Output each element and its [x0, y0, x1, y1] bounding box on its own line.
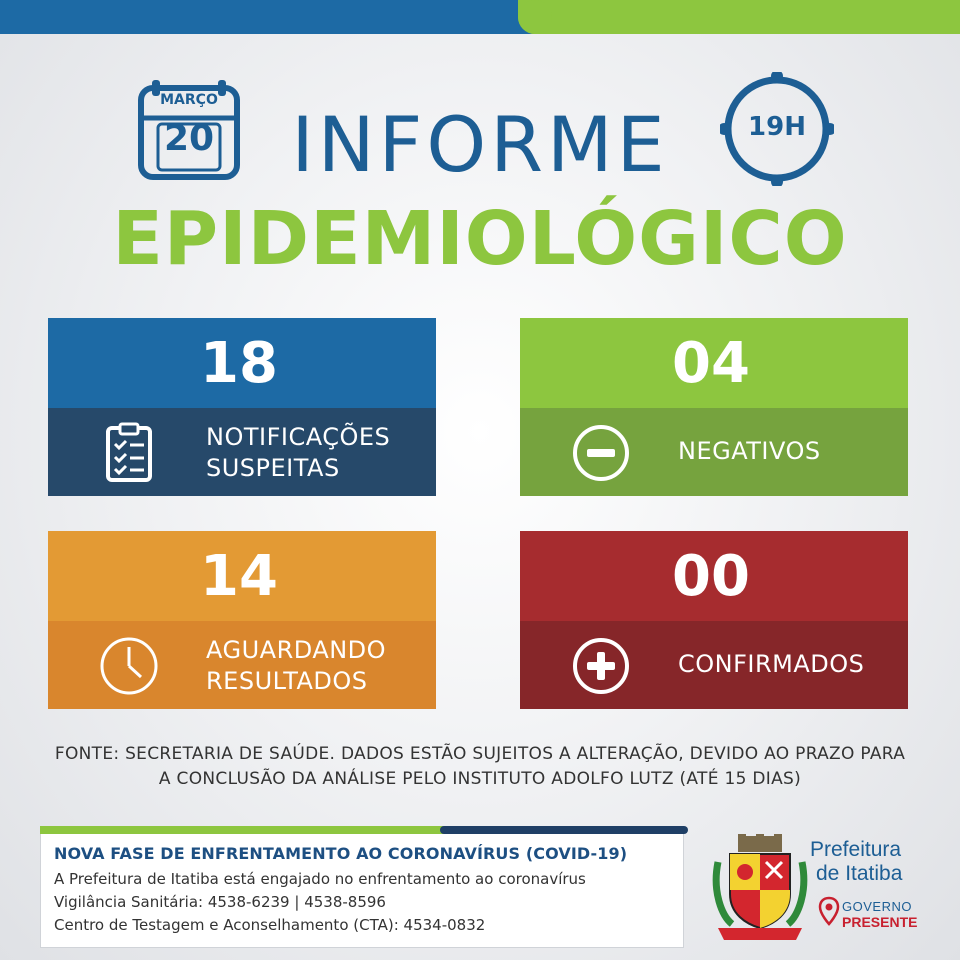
- card-negativos: [520, 318, 908, 496]
- top-bar-blue: [0, 0, 560, 34]
- info-box-line: Centro de Testagem e Aconselhamento (CTA): 4534-0832: [54, 916, 486, 934]
- info-box-bar-green: [40, 826, 460, 834]
- title-informe: INFORME: [291, 100, 669, 189]
- source-note: [40, 742, 920, 792]
- card-notificacoes-suspeitas: [48, 318, 436, 496]
- minus-circle-icon: [570, 422, 632, 484]
- location-pin-icon: [818, 896, 840, 926]
- card-aguardando-resultados: [48, 531, 436, 709]
- card-label-line2: RESULTADOS: [206, 667, 368, 695]
- card-value: 18: [200, 330, 278, 396]
- card-label-line2: SUSPEITAS: [206, 454, 340, 482]
- clipboard-icon: [98, 422, 160, 484]
- info-box-line: A Prefeitura de Itatiba está engajado no enfrentamento ao coronavírus: [54, 870, 586, 888]
- card-label-line1: AGUARDANDO: [206, 636, 387, 664]
- prefeitura-logo-line2: de Itatiba: [816, 862, 903, 885]
- info-box-line: Vigilância Sanitária: 4538-6239 | 4538-8596: [54, 893, 386, 911]
- source-note-line1: FONTE: SECRETARIA DE SAÚDE. DADOS ESTÃO SUJEITOS A ALTERAÇÃO, DEVIDO AO PRAZO PARA: [54, 744, 906, 764]
- city-crest-logo: [708, 832, 812, 944]
- calendar-day: 20: [163, 118, 215, 159]
- calendar-month: MARÇO: [160, 92, 218, 108]
- card-label-line1: CONFIRMADOS: [678, 650, 865, 678]
- time-label: 19H: [748, 112, 806, 142]
- clock-icon: [98, 635, 160, 697]
- governo-label: GOVERNO: [842, 899, 912, 914]
- card-value: 14: [200, 543, 278, 609]
- plus-circle-icon: [570, 635, 632, 697]
- presente-label: PRESENTE: [842, 914, 918, 930]
- title-epidemiologico: EPIDEMIOLÓGICO: [112, 196, 848, 282]
- card-label-line1: NEGATIVOS: [678, 437, 821, 465]
- info-box-title: NOVA FASE DE ENFRENTAMENTO AO CORONAVÍRUS (COVID-19): [54, 844, 628, 863]
- source-note-line2: A CONCLUSÃO DA ANÁLISE PELO INSTITUTO ADOLFO LUTZ (ATÉ 15 DIAS): [158, 769, 802, 789]
- info-box-bar-blue: [440, 826, 688, 834]
- card-label-line1: NOTIFICAÇÕES: [206, 423, 391, 451]
- card-confirmados: [520, 531, 908, 709]
- prefeitura-logo-line1: Prefeitura: [810, 838, 902, 861]
- top-bar-green: [518, 0, 960, 34]
- card-value: 04: [672, 330, 750, 396]
- card-value: 00: [672, 543, 750, 609]
